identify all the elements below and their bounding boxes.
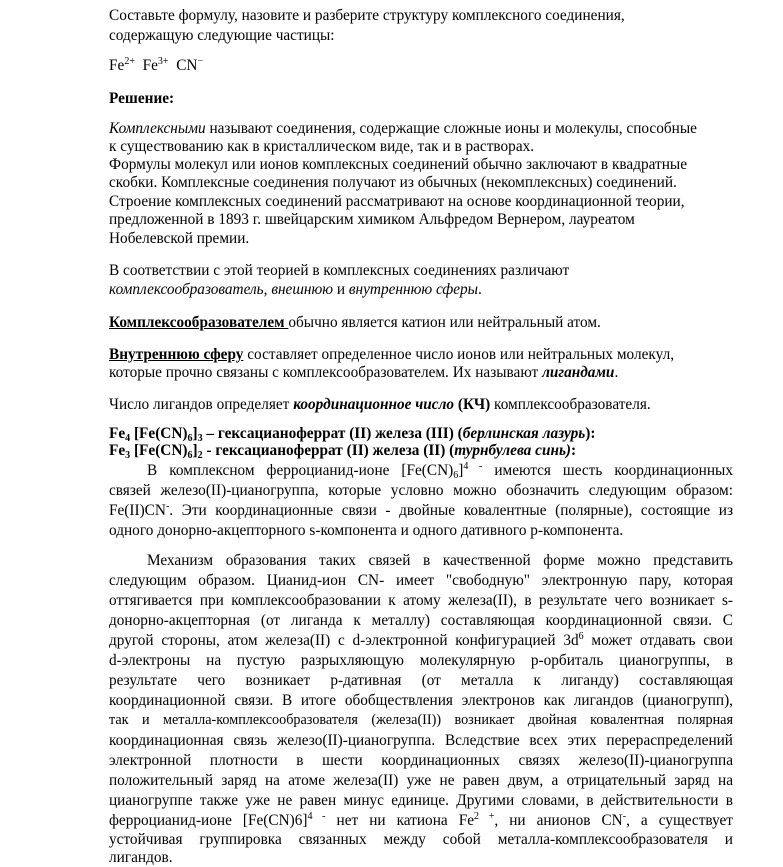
para2-line-9: так и металла-комплексообразователя (железа(II)) возникает двойная ковалентная полярная (109, 712, 733, 728)
para2-line-6: d-электроны на пустую разрыхляющую молекулярную p-орбиталь цианогруппы, в (109, 652, 733, 669)
para2-line-15: устойчивая группировка связанных между собой металла-комплексообразователя и (109, 831, 733, 848)
compound-prussian-blue: $Fe_4$ $[Fe(CN)_6]_3$ – гексацианоферрат (II) железа (III) (берлинская лазурь): (109, 425, 596, 444)
intro-line-5: Строение комплексных соединений рассматривают на основе координационной теории, (109, 193, 685, 210)
particles-list (109, 56, 203, 75)
particle-fe2: $Fe^{2+}$ (109, 56, 135, 74)
para2-line-16: лигандов. (109, 849, 173, 866)
para2-line-4: донорно-акцепторная (от лиганда к металлу) составляющая координационной связи. С (109, 612, 733, 629)
compound-turnbull-blue: $Fe_3$ $[Fe(CN)_6]_2$ - гексацианоферрат (II) железа (II) (турнбулева синь): (109, 442, 577, 461)
para1-line-4: одного донорно-акцепторного s-компонента и одного дативного p-компонента. (109, 522, 624, 539)
theory-line-1: В соответствии с этой теорией в комплексных соединениях различают (109, 262, 570, 279)
inner-sphere-line-1: Внутреннюю сферу составляет определенное число ионов или нейтральных молекул, (109, 346, 675, 363)
para1-line-3: Fe(II)CN-. Эти координационные связи - двойные ковалентные (полярные), состоящие из (109, 501, 733, 519)
intro-line-7: Нобелевской премии. (109, 230, 250, 247)
inner-sphere-line-2: которые прочно связаны с комплексообразователем. Их называют лигандами. (109, 364, 619, 381)
theory-line-2: комплексообразователь, внешнюю и внутреннюю сферы. (109, 281, 482, 298)
para2-line-10: координационная связь железо(II)-цианогруппа. Вследствие всех этих перераспределений (109, 732, 733, 749)
para2-line-11: электронной плотности в шести координационных связях железо(II)-цианогруппа (109, 752, 733, 769)
para2-line-14: ферроцианид-ионе $[Fe(CN)6]^{4 -}$ нет ни катиона $Fe^{2 +}$, ни анионов CN-, а существует (109, 811, 733, 829)
para2-line-8: координационной связи. В итоге обобществления электронов как лигандов (цианогрупп), (109, 692, 733, 709)
para2-line-5: другой стороны, атом железа(II) с d-электронной конфигурацией $3d^6$ может отдавать свои (109, 631, 733, 649)
para2-line-7: результате чего возникает p-дативная (от металла к лиганду) составляющая (109, 672, 733, 689)
task-line-2: содержащую следующие частицы: (109, 27, 335, 44)
para1-line-2: связей железо(II)-цианогруппа, которые условно можно обозначить следующим образом: (109, 482, 733, 499)
para1-line-1: В комплексном ферроцианид-ионе $[Fe(CN)_6]^{4 -}$ имеются шесть координационных (147, 461, 733, 481)
particle-cn: CN− (176, 56, 204, 74)
intro-line-2: к существованию как в кристаллическом виде, так и в растворах. (109, 138, 535, 155)
para2-line-13: цианогруппе также уже не равен минус единице. Другими словами, в действительности в (109, 792, 733, 809)
solution-heading: Решение: (109, 90, 175, 107)
intro-line-6: предложенной в 1893 г. швейцарским химиком Альфредом Вернером, лауреатом (109, 211, 635, 228)
task-line-1: Составьте формулу, назовите и разберите структуру комплексного соединения, (109, 7, 625, 24)
para2-line-12: положительный заряд на атоме железа(II) уже не равен двум, а отрицательный заряд на (109, 772, 733, 789)
para2-line-3: оттягивается при комплексообразовании к атому железа(II), в результате чего возникает s- (109, 592, 733, 609)
intro-line-1: Комплексными называют соединения, содержащие сложные ионы и молекулы, способные (109, 120, 697, 137)
para2-line-1: Механизм образования таких связей в качественной форме можно представить (147, 552, 733, 569)
particle-fe3: $Fe^{3+}$ (142, 56, 169, 74)
intro-line-4: скобки. Комплексные соединения получают из обычных (некомплексных) соединений. (109, 174, 677, 191)
coordination-number: Число лигандов определяет координационное число (КЧ) комплексообразователя. (109, 396, 651, 413)
intro-line-3: Формулы молекул или ионов комплексных соединений обычно заключают в квадратные (109, 156, 687, 173)
para2-line-2: следующим образом. Цианид-ион CN- имеет "свободную" электронную пару, которая (109, 572, 733, 589)
complexer-definition: Комплексообразователем обычно является катион или нейтральный атом. (109, 314, 601, 331)
